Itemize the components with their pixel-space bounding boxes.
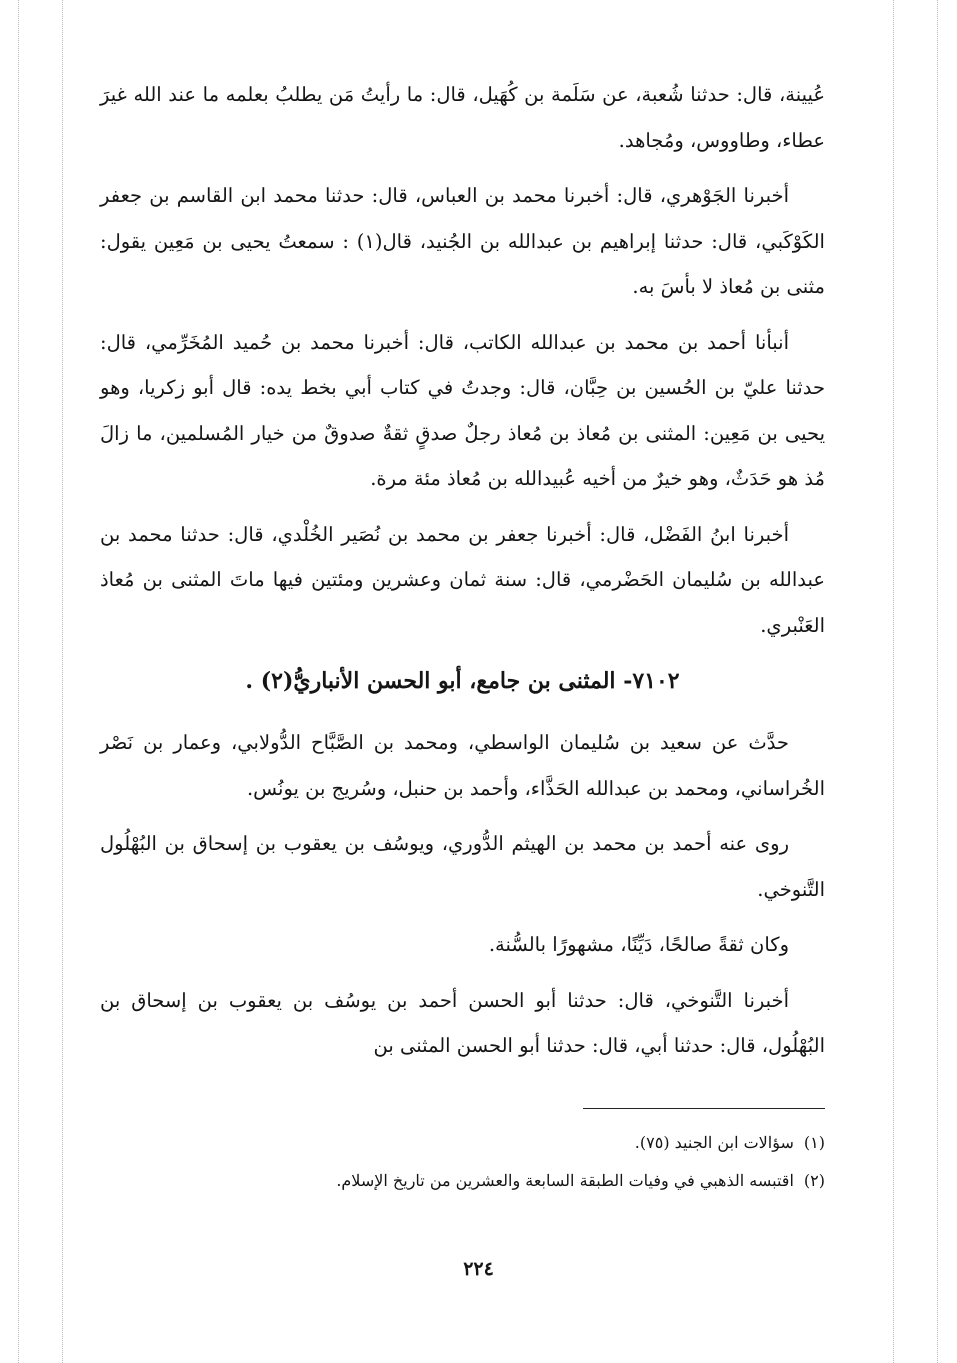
paragraph-8: أخبرنا التَّنوخي، قال: حدثنا أبو الحسن أحمد بن يوسُف بن يعقوب بن إسحاق بن البُهْلُول، قال: حدثنا أبي، قال: حدثنا أبو الحسن المثنى بن <box>100 988 825 1057</box>
scan-edge-right <box>937 0 938 1363</box>
paragraph-4: أخبرنا ابنُ الفَضْل، قال: أخبرنا جعفر بن محمد بن نُصَير الخُلْدي، قال: حدثنا محمد بن عبدالله بن سُليمان الحَضْرمي، قال: سنة ثمان وعشرين ومئتين فيها ماتَ المثنى بن مُعاذ العَنْبري. <box>100 522 825 637</box>
paragraph-6: روى عنه أحمد بن محمد بن الهيثم الدُّوري، ويوسُف بن يعقوب بن إسحاق بن البُهْلُول التَّنوخي. <box>100 832 825 901</box>
page-body <box>100 72 825 1079</box>
footnote-text: سؤالات ابن الجنيد (٧٥). <box>634 1133 794 1152</box>
footnote-2 <box>100 1162 825 1200</box>
scan-edge-left <box>18 0 19 1363</box>
scan-edge-left-inner <box>62 0 63 1363</box>
paragraph-5: حدَّث عن سعيد بن سُليمان الواسطي، ومحمد بن الصَّبَّاح الدُّولابي، وعمار بن نَصْر الخُراساني، ومحمد بن عبدالله الحَذَّاء، وأحمد بن حنبل، وسُريج بن يونُس. <box>100 731 825 800</box>
paragraph-1: عُيينة، قال: حدثنا شُعبة، عن سَلَمة بن كُهَيل، قال: ما رأيتُ مَن يطلبُ بعلمه ما عند الله غيرَ عطاء، وطاووس، ومُجاهد. <box>100 83 825 152</box>
paragraph-2: أخبرنا الجَوْهري، قال: أخبرنا محمد بن العباس، قال: حدثنا محمد ابن القاسم بن جعفر الكَوْكَبي، قال: حدثنا إبراهيم بن عبدالله بن الجُنيد، قال(١) : سمعتُ يحيى بن مَعِين يقول: مثنى بن مُعاذ لا بأسَ به. <box>100 184 825 298</box>
footnote-number: (١) <box>803 1133 825 1152</box>
paragraph-3: أنبأنا أحمد بن محمد بن عبدالله الكاتب، قال: أخبرنا محمد بن حُميد المُخَرِّمي، قال: حدثنا عليّ بن الحُسين بن حِبَّان، قال: وجدتُ في كتاب أبي بخط يده: قال أبو زكريا، وهو يحيى بن مَعِين: المثنى بن مُعاذ بن مُعاذ رجلٌ صدقٍ ثقةٌ صدوقٌ من خيار المُسلمين، ما زالَ مُذ هو حَدَثٌ، وهو خيرٌ من أخيه عُبيدالله بن مُعاذ مئة مرة. <box>100 330 825 490</box>
scan-edge-right-inner <box>893 0 894 1363</box>
footnote-divider <box>583 1108 825 1109</box>
footnote-number: (٢) <box>803 1171 825 1190</box>
footnote-1 <box>100 1124 825 1162</box>
footnote-text: اقتبسه الذهبي في وفيات الطبقة السابعة والعشرين من تاريخ الإسلام. <box>336 1171 794 1190</box>
footnotes <box>100 1124 825 1200</box>
paragraph-7: وكان ثقةً صالحًا، دَيِّنًا، مشهورًا بالسُّنة. <box>488 933 789 956</box>
page-number: ٢٢٤ <box>463 1258 494 1280</box>
entry-heading: ٧١٠٢- المثنى بن جامع، أبو الحسن الأنباريُّ(٢) . <box>245 668 680 694</box>
